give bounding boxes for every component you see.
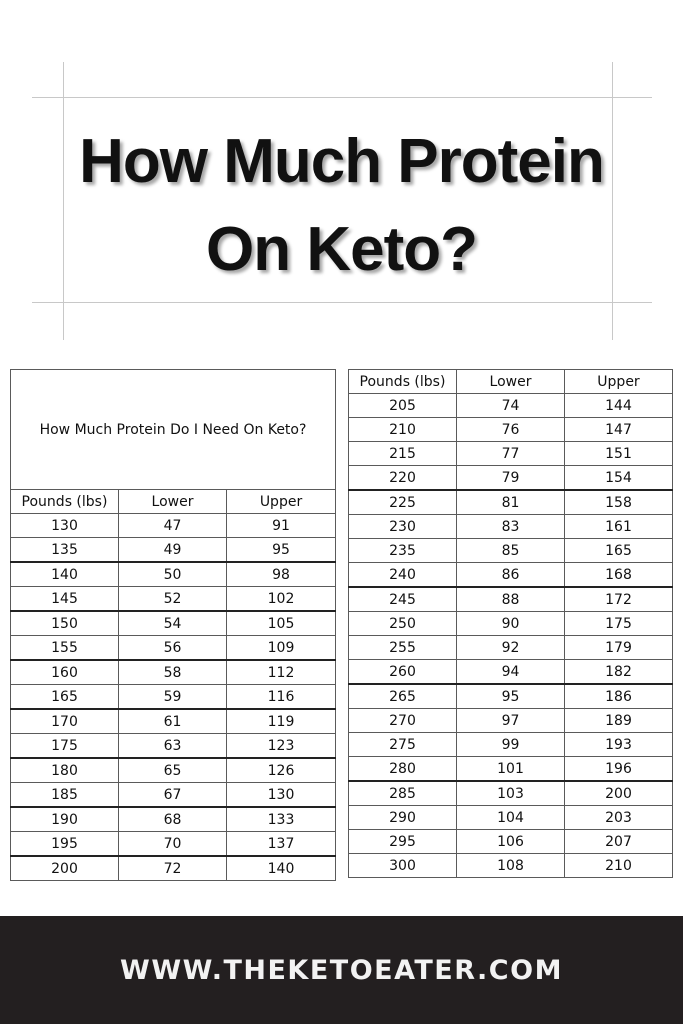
table-row bbox=[11, 709, 336, 734]
column-header-lower: Lower bbox=[457, 370, 565, 394]
table-row bbox=[11, 538, 336, 563]
cell-upper: 109 bbox=[227, 636, 336, 661]
cell-lower: 104 bbox=[457, 806, 565, 830]
cell-lower: 99 bbox=[457, 733, 565, 757]
cell-pounds: 255 bbox=[349, 636, 457, 660]
cell-pounds: 280 bbox=[349, 757, 457, 782]
table-row bbox=[349, 587, 673, 612]
cell-pounds: 240 bbox=[349, 563, 457, 588]
table-row bbox=[11, 587, 336, 612]
footer-banner bbox=[0, 916, 683, 1024]
cell-upper: 123 bbox=[227, 734, 336, 759]
cell-upper: 116 bbox=[227, 685, 336, 710]
cell-pounds: 190 bbox=[11, 807, 119, 832]
cell-pounds: 200 bbox=[11, 856, 119, 881]
cell-upper: 196 bbox=[565, 757, 673, 782]
cell-upper: 126 bbox=[227, 758, 336, 783]
cell-lower: 67 bbox=[119, 783, 227, 808]
cell-upper: 91 bbox=[227, 514, 336, 538]
cell-pounds: 265 bbox=[349, 684, 457, 709]
cell-lower: 61 bbox=[119, 709, 227, 734]
title-line-1: How Much Protein bbox=[79, 127, 604, 196]
table-row bbox=[349, 490, 673, 515]
cell-lower: 47 bbox=[119, 514, 227, 538]
cell-upper: 161 bbox=[565, 515, 673, 539]
cell-lower: 72 bbox=[119, 856, 227, 881]
table-row bbox=[11, 514, 336, 538]
cell-pounds: 140 bbox=[11, 562, 119, 587]
cell-pounds: 300 bbox=[349, 854, 457, 878]
cell-pounds: 205 bbox=[349, 394, 457, 418]
cell-upper: 154 bbox=[565, 466, 673, 491]
table-row bbox=[349, 612, 673, 636]
table-row bbox=[349, 636, 673, 660]
table-row bbox=[349, 854, 673, 878]
cell-pounds: 285 bbox=[349, 781, 457, 806]
cell-upper: 168 bbox=[565, 563, 673, 588]
table-row bbox=[11, 562, 336, 587]
cell-upper: 207 bbox=[565, 830, 673, 854]
title-frame-bottom-line bbox=[32, 302, 652, 303]
cell-upper: 147 bbox=[565, 418, 673, 442]
table-row bbox=[349, 781, 673, 806]
cell-lower: 74 bbox=[457, 394, 565, 418]
cell-upper: 175 bbox=[565, 612, 673, 636]
cell-upper: 182 bbox=[565, 660, 673, 685]
cell-pounds: 220 bbox=[349, 466, 457, 491]
cell-upper: 133 bbox=[227, 807, 336, 832]
cell-lower: 49 bbox=[119, 538, 227, 563]
column-header-pounds: Pounds (lbs) bbox=[349, 370, 457, 394]
table-row bbox=[349, 442, 673, 466]
cell-pounds: 130 bbox=[11, 514, 119, 538]
cell-pounds: 160 bbox=[11, 660, 119, 685]
cell-lower: 94 bbox=[457, 660, 565, 685]
cell-pounds: 145 bbox=[11, 587, 119, 612]
cell-pounds: 215 bbox=[349, 442, 457, 466]
cell-lower: 68 bbox=[119, 807, 227, 832]
protein-table-left bbox=[10, 369, 336, 881]
protein-table-right bbox=[348, 369, 673, 878]
cell-pounds: 230 bbox=[349, 515, 457, 539]
cell-lower: 108 bbox=[457, 854, 565, 878]
cell-pounds: 235 bbox=[349, 539, 457, 563]
table-row bbox=[349, 394, 673, 418]
cell-lower: 77 bbox=[457, 442, 565, 466]
column-header-lower: Lower bbox=[119, 490, 227, 514]
cell-upper: 193 bbox=[565, 733, 673, 757]
table-row bbox=[11, 856, 336, 881]
table-row bbox=[11, 636, 336, 661]
table-caption: How Much Protein Do I Need On Keto? bbox=[11, 370, 336, 490]
cell-lower: 58 bbox=[119, 660, 227, 685]
cell-lower: 70 bbox=[119, 832, 227, 857]
cell-pounds: 135 bbox=[11, 538, 119, 563]
cell-lower: 76 bbox=[457, 418, 565, 442]
cell-upper: 144 bbox=[565, 394, 673, 418]
table-row bbox=[11, 734, 336, 759]
cell-pounds: 170 bbox=[11, 709, 119, 734]
table-row bbox=[349, 466, 673, 491]
title-line-2: On Keto? bbox=[206, 215, 477, 284]
website-url[interactable]: WWW.THEKETOEATER.COM bbox=[120, 954, 563, 986]
cell-lower: 97 bbox=[457, 709, 565, 733]
table-row bbox=[349, 733, 673, 757]
cell-lower: 65 bbox=[119, 758, 227, 783]
cell-lower: 59 bbox=[119, 685, 227, 710]
table-row bbox=[349, 757, 673, 782]
cell-lower: 81 bbox=[457, 490, 565, 515]
cell-pounds: 290 bbox=[349, 806, 457, 830]
table-header-row bbox=[349, 370, 673, 394]
column-header-upper: Upper bbox=[565, 370, 673, 394]
table-row bbox=[349, 830, 673, 854]
table-header-row bbox=[11, 490, 336, 514]
cell-pounds: 155 bbox=[11, 636, 119, 661]
cell-pounds: 250 bbox=[349, 612, 457, 636]
cell-lower: 85 bbox=[457, 539, 565, 563]
cell-pounds: 165 bbox=[11, 685, 119, 710]
table-row bbox=[349, 539, 673, 563]
cell-lower: 86 bbox=[457, 563, 565, 588]
cell-upper: 200 bbox=[565, 781, 673, 806]
cell-lower: 88 bbox=[457, 587, 565, 612]
cell-lower: 50 bbox=[119, 562, 227, 587]
cell-upper: 151 bbox=[565, 442, 673, 466]
cell-upper: 102 bbox=[227, 587, 336, 612]
cell-pounds: 175 bbox=[11, 734, 119, 759]
cell-upper: 98 bbox=[227, 562, 336, 587]
cell-lower: 90 bbox=[457, 612, 565, 636]
cell-upper: 210 bbox=[565, 854, 673, 878]
cell-pounds: 180 bbox=[11, 758, 119, 783]
cell-upper: 165 bbox=[565, 539, 673, 563]
cell-upper: 119 bbox=[227, 709, 336, 734]
table-row bbox=[349, 563, 673, 588]
table-row bbox=[11, 660, 336, 685]
cell-upper: 186 bbox=[565, 684, 673, 709]
table-row bbox=[11, 807, 336, 832]
cell-lower: 63 bbox=[119, 734, 227, 759]
cell-pounds: 270 bbox=[349, 709, 457, 733]
cell-lower: 95 bbox=[457, 684, 565, 709]
cell-pounds: 225 bbox=[349, 490, 457, 515]
table-row bbox=[349, 418, 673, 442]
cell-upper: 172 bbox=[565, 587, 673, 612]
cell-lower: 79 bbox=[457, 466, 565, 491]
table-row bbox=[11, 758, 336, 783]
cell-pounds: 150 bbox=[11, 611, 119, 636]
table-row bbox=[349, 709, 673, 733]
table-row bbox=[349, 806, 673, 830]
cell-lower: 103 bbox=[457, 781, 565, 806]
cell-pounds: 195 bbox=[11, 832, 119, 857]
table-row bbox=[11, 783, 336, 808]
cell-pounds: 210 bbox=[349, 418, 457, 442]
cell-lower: 83 bbox=[457, 515, 565, 539]
table-row bbox=[349, 684, 673, 709]
cell-upper: 189 bbox=[565, 709, 673, 733]
column-header-upper: Upper bbox=[227, 490, 336, 514]
cell-upper: 203 bbox=[565, 806, 673, 830]
cell-lower: 56 bbox=[119, 636, 227, 661]
cell-pounds: 245 bbox=[349, 587, 457, 612]
column-header-pounds: Pounds (lbs) bbox=[11, 490, 119, 514]
table-row bbox=[11, 611, 336, 636]
table-row bbox=[349, 515, 673, 539]
table-row bbox=[349, 660, 673, 685]
cell-lower: 52 bbox=[119, 587, 227, 612]
cell-upper: 140 bbox=[227, 856, 336, 881]
page-title bbox=[0, 118, 683, 294]
cell-upper: 95 bbox=[227, 538, 336, 563]
cell-upper: 112 bbox=[227, 660, 336, 685]
cell-pounds: 275 bbox=[349, 733, 457, 757]
cell-lower: 106 bbox=[457, 830, 565, 854]
cell-pounds: 260 bbox=[349, 660, 457, 685]
cell-pounds: 295 bbox=[349, 830, 457, 854]
cell-upper: 130 bbox=[227, 783, 336, 808]
cell-lower: 101 bbox=[457, 757, 565, 782]
cell-upper: 137 bbox=[227, 832, 336, 857]
cell-upper: 179 bbox=[565, 636, 673, 660]
cell-upper: 158 bbox=[565, 490, 673, 515]
cell-lower: 54 bbox=[119, 611, 227, 636]
table-row bbox=[11, 832, 336, 857]
title-frame-top-line bbox=[32, 97, 652, 98]
cell-pounds: 185 bbox=[11, 783, 119, 808]
table-row bbox=[11, 685, 336, 710]
cell-lower: 92 bbox=[457, 636, 565, 660]
cell-upper: 105 bbox=[227, 611, 336, 636]
